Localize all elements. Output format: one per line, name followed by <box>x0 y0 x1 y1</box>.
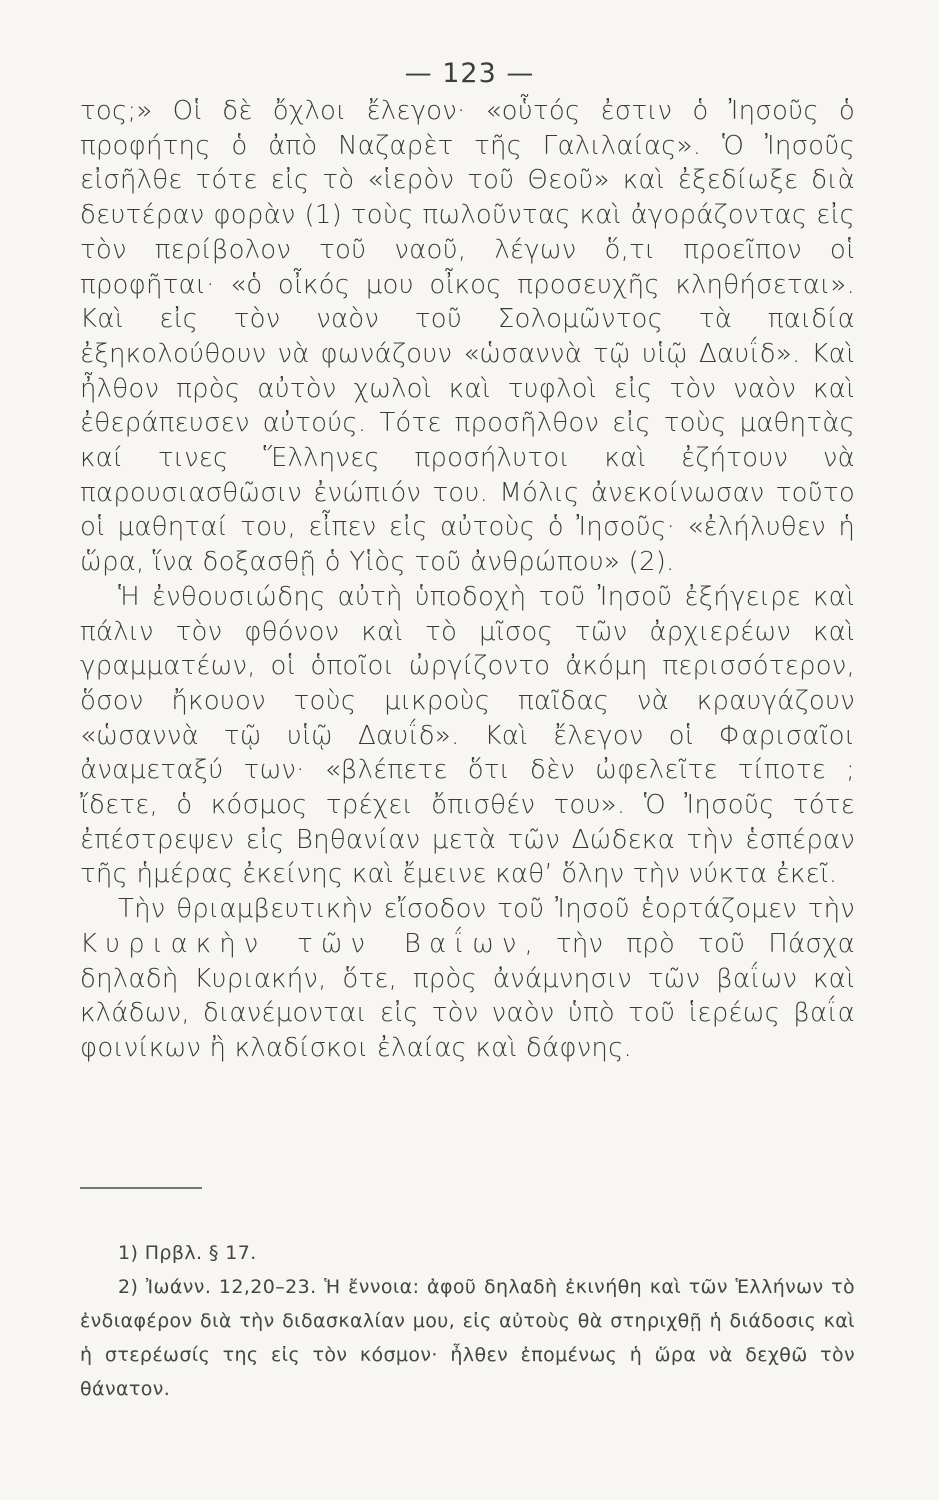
paragraph-3 <box>80 892 855 1066</box>
footnote-2: 2) Ἰωάνν. 12,20–23. Ἡ ἔννοια: ἀφοῦ δηλαδὴ ἐκινήθη καὶ τῶν Ἑλλήνων τὸ ἐνδιαφέρον διὰ τὴν διδασκαλίαν μου, εἰς αὐτοὺς θὰ στηριχθῇ ἡ διάδοσις καὶ ἡ στερέωσίς της εἰς τὸν κόσμον· ἦλθεν ἑπομένως ἡ ὥρα νὰ δεχθῶ τὸν θάνατον. <box>80 1276 855 1400</box>
footnote-1: 1) Πρβλ. § 17. <box>118 1242 257 1264</box>
page-number: — 123 — <box>404 58 535 89</box>
paragraph-3-text-start: Τὴν θριαμβευτικὴν εἴσοδον τοῦ Ἰησοῦ ἑορτάζομεν τὴν <box>118 894 855 925</box>
paragraph-2-text: Ἡ ἐνθουσιώδης αὐτὴ ὑποδοχὴ τοῦ Ἰησοῦ ἐξήγειρε καὶ πάλιν τὸν φθόνον καὶ τὸ μῖσος τῶν ἀρχιερέων καὶ γραμματέων, οἱ ὁποῖοι ὠργίζοντο ἀκόμη περισσότερον, ὅσον ἤκουον τοὺς μικροὺς παῖδας νὰ κραυγάζουν «ὡσαννὰ τῷ υἱῷ Δαυΐδ». Καὶ ἔλεγον οἱ Φαρισαῖοι ἀναμεταξύ των· «βλέπετε ὅτι δὲν ὠφελεῖτε τίποτε ; ἴδετε, ὁ κόσμος τρέχει ὄπισθέν του». Ὁ Ἰησοῦς τότε ἐπέστρεψεν εἰς Βηθανίαν μετὰ τῶν Δώδεκα τὴν ἑσπέραν τῆς ἡμέρας ἐκείνης καὶ ἔμεινε καθ’ ὅλην τὴν νύκτα ἐκεῖ. <box>80 581 855 890</box>
footnote-separator <box>80 1187 202 1189</box>
paragraph-3-text-end: , τὴν πρὸ τοῦ Πάσχα δηλαδὴ Κυριακήν, ὅτε, πρὸς ἀνάμνησιν τῶν βαΐων καὶ κλάδων, διανέμονται εἰς τὸν ναὸν ὑπὸ τοῦ ἱερέως βαΐα φοινίκων ἢ κλαδίσκοι ἐλαίας καὶ δάφνης. <box>80 928 855 1063</box>
main-text <box>80 94 855 1066</box>
paragraph-1-text: τος;» Οἱ δὲ ὄχλοι ἔλεγον· «οὗτός ἐστιν ὁ Ἰησοῦς ὁ προφήτης ὁ ἀπὸ Ναζαρὲτ τῆς Γαλιλαίας». Ὁ Ἰησοῦς εἰσῆλθε τότε εἰς τὸ «ἱερὸν τοῦ Θεοῦ» καὶ ἐξεδίωξε διὰ δευτέραν φορὰν (1) τοὺς πωλοῦντας καὶ ἀγοράζοντας εἰς τὸν περίβολον τοῦ ναοῦ, λέγων ὅ,τι προεῖπον οἱ προφῆται· «ὁ οἶκός μου οἶκος προσευχῆς κληθήσεται». Καὶ εἰς τὸν ναὸν τοῦ Σολομῶντος τὰ παιδία ἐξηκολούθουν νὰ φωνάζουν «ὡσαννὰ τῷ υἱῷ Δαυΐδ». Καὶ ἦλθον πρὸς αὐτὸν χωλοὶ καὶ τυφλοὶ εἰς τὸν ναὸν καὶ ἐθεράπευσεν αὐτούς. Τότε προσῆλθον εἰς τοὺς μαθητὰς καί τινες Ἕλληνες προσήλυτοι καὶ ἐζήτουν νὰ παρουσιασθῶσιν ἐνώπιόν του. Μόλις ἀνεκοίνωσαν τοῦτο οἱ μαθηταί του, εἶπεν εἰς αὐτοὺς ὁ Ἰησοῦς· «ἐλήλυθεν ἡ ὥρα, ἵνα δοξασθῇ ὁ Υἱὸς τοῦ ἀνθρώπου» (2). <box>80 96 855 578</box>
paragraph-1 <box>80 94 855 580</box>
footnotes <box>80 1236 855 1406</box>
paragraph-2 <box>80 580 855 892</box>
spaced-term-palm-sunday: Κυριακὴν τῶν Βαΐων <box>80 928 525 959</box>
